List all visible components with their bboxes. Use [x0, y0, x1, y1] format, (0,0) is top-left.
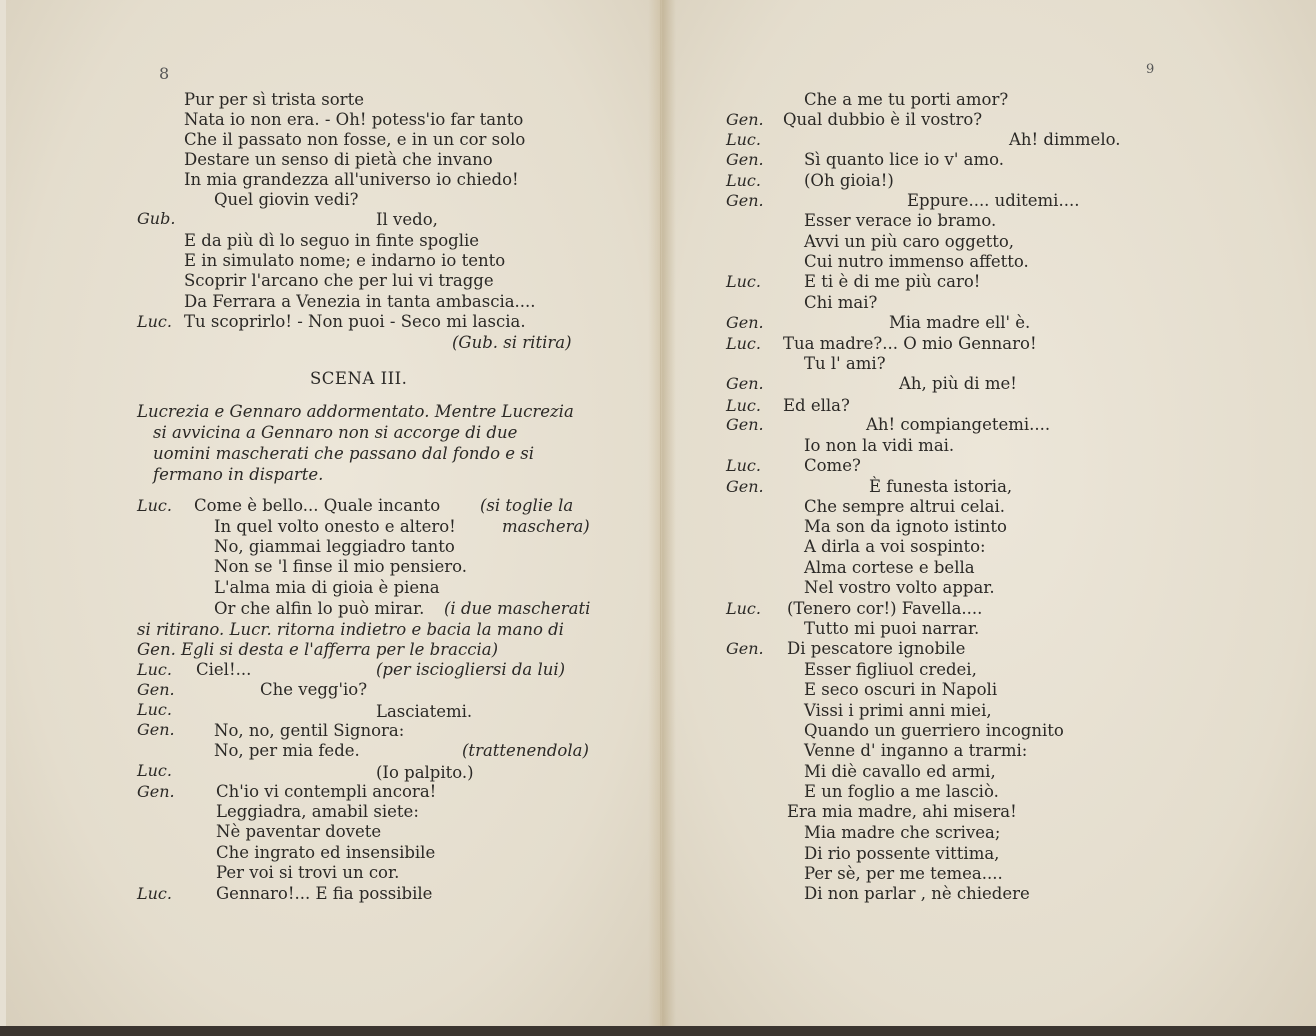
verse-line: Nè paventar dovete [216, 822, 382, 841]
verse-line: Ah, più di me! [899, 374, 1017, 393]
stage-direction: (trattenendola) [462, 741, 589, 760]
stage-direction: si ritirano. Lucr. ritorna indietro e bacia la mano di [137, 620, 564, 639]
verse-line: Destare un senso di pietà che invano [184, 150, 493, 169]
verse-line: Che il passato non fosse, e in un cor solo [184, 130, 526, 149]
page-number-left: 8 [159, 64, 170, 83]
verse-line: Da Ferrara a Venezia in tanta ambascia.... [184, 292, 536, 311]
verse-line: Per voi si trovi un cor. [216, 863, 400, 882]
speaker-label: Gen. [726, 191, 764, 210]
speaker-label: Luc. [726, 130, 761, 149]
verse-line: Che sempre altrui celai. [804, 497, 1006, 516]
verse-line: Io non la vidi mai. [804, 436, 955, 455]
verse-line: Esser verace io bramo. [804, 211, 997, 230]
verse-line: Tu scoprirlo! - Non puoi - Seco mi lascia. [184, 312, 526, 331]
scene-title: SCENA III. [310, 369, 408, 388]
stage-direction: (si toglie la [480, 496, 574, 515]
verse-line: No, per mia fede. [214, 741, 360, 760]
speaker-label: Luc. [726, 456, 761, 475]
speaker-label: Gen. [137, 680, 175, 699]
left-page [6, 0, 661, 1030]
speaker-label: Gen. [726, 415, 764, 434]
stage-direction: Gen. Egli si desta e l'afferra per le braccia) [137, 640, 499, 659]
verse-line: Chi mai? [804, 293, 878, 312]
speaker-label: Luc. [137, 700, 172, 719]
speaker-label: Luc. [726, 171, 761, 190]
stage-direction: (Gub. si ritira) [452, 333, 572, 352]
verse-line: È funesta istoria, [869, 477, 1013, 496]
verse-line: Tu l' ami? [804, 354, 886, 373]
speaker-label: Gub. [137, 209, 176, 228]
verse-line: No, no, gentil Signora: [214, 721, 405, 740]
verse-line: Vissi i primi anni miei, [804, 701, 992, 720]
verse-line: Che ingrato ed insensibile [216, 843, 436, 862]
speaker-label: Luc. [137, 660, 172, 679]
verse-line: Qual dubbio è il vostro? [783, 110, 983, 129]
verse-line: No, giammai leggiadro tanto [214, 537, 455, 556]
verse-line: Era mia madre, ahi misera! [787, 802, 1017, 821]
stage-direction: Lucrezia e Gennaro addormentato. Mentre Lucrezia [137, 402, 574, 421]
verse-line: (Oh gioia!) [804, 171, 894, 190]
verse-line: Ch'io vi contempli ancora! [216, 782, 437, 801]
verse-line: Ed ella? [783, 396, 850, 415]
verse-line: Scoprir l'arcano che per lui vi tragge [184, 271, 494, 290]
verse-line: In mia grandezza all'universo io chiedo! [184, 170, 519, 189]
speaker-label: Gen. [726, 110, 764, 129]
verse-line: Che a me tu porti amor? [804, 90, 1009, 109]
verse-line: Come è bello... Quale incanto [194, 496, 441, 515]
page-bottom-edge [0, 1026, 1316, 1036]
verse-line: Come? [804, 456, 861, 475]
stage-direction: (i due mascherati [444, 599, 591, 618]
verse-line: Mi diè cavallo ed armi, [804, 762, 996, 781]
verse-line: Ma son da ignoto istinto [804, 517, 1007, 536]
speaker-label: Luc. [726, 599, 761, 618]
verse-line: E in simulato nome; e indarno io tento [184, 251, 506, 270]
verse-line: Ah! dimmelo. [1009, 130, 1121, 149]
verse-line: Mia madre che scrivea; [804, 823, 1001, 842]
stage-direction: si avvicina a Gennaro non si accorge di due [153, 423, 518, 442]
speaker-label: Luc. [137, 496, 172, 515]
verse-line: E seco oscuri in Napoli [804, 680, 998, 699]
speaker-label: Luc. [726, 396, 761, 415]
verse-line: (Io palpito.) [376, 763, 474, 782]
verse-line: Alma cortese e bella [804, 558, 975, 577]
verse-line: Ciel!... [196, 660, 252, 679]
stage-direction: uomini mascherati che passano dal fondo e si [153, 444, 535, 463]
verse-line: Avvi un più caro oggetto, [804, 232, 1015, 251]
verse-line: Or che alfin lo può mirar. [214, 599, 425, 618]
verse-line: Ah! compiangetemi.... [866, 415, 1051, 434]
speaker-label: Gen. [137, 782, 175, 801]
stage-direction: fermano in disparte. [153, 465, 324, 484]
verse-line: Nel vostro volto appar. [804, 578, 995, 597]
speaker-label: Gen. [726, 477, 764, 496]
verse-line: Di rio possente vittima, [804, 844, 1000, 863]
verse-line: Tua madre?... O mio Gennaro! [783, 334, 1037, 353]
verse-line: Leggiadra, amabil siete: [216, 802, 419, 821]
right-page [661, 0, 1316, 1030]
verse-line: Quando un guerriero incognito [804, 721, 1064, 740]
speaker-label: Luc. [137, 884, 172, 903]
verse-line: Lasciatemi. [376, 702, 473, 721]
verse-line: Per sè, per me temea.... [804, 864, 1003, 883]
verse-line: Esser figliuol credei, [804, 660, 977, 679]
verse-line: E da più dì lo seguo in finte spoglie [184, 231, 480, 250]
stage-direction: maschera) [502, 517, 590, 536]
speaker-label: Luc. [726, 272, 761, 291]
verse-line: L'alma mia di gioia è piena [214, 578, 440, 597]
verse-line: Nata io non era. - Oh! potess'io far tanto [184, 110, 524, 129]
verse-line: A dirla a voi sospinto: [804, 537, 986, 556]
page-number-right: 9 [1146, 62, 1155, 77]
verse-line: Pur per sì trista sorte [184, 90, 364, 109]
verse-line: Il vedo, [376, 210, 438, 229]
speaker-label: Gen. [726, 639, 764, 658]
verse-line: Tutto mi puoi narrar. [804, 619, 980, 638]
verse-line: Di non parlar , nè chiedere [804, 884, 1030, 903]
verse-line: Non se 'l finse il mio pensiero. [214, 557, 468, 576]
verse-line: Mia madre ell' è. [889, 313, 1031, 332]
verse-line: Che vegg'io? [260, 680, 368, 699]
speaker-label: Luc. [137, 312, 172, 331]
speaker-label: Luc. [726, 334, 761, 353]
speaker-label: Luc. [137, 761, 172, 780]
speaker-label: Gen. [726, 150, 764, 169]
verse-line: Gennaro!... E fia possibile [216, 884, 433, 903]
verse-line: Eppure.... uditemi.... [907, 191, 1080, 210]
verse-line: E ti è di me più caro! [804, 272, 981, 291]
verse-line: E un foglio a me lasciò. [804, 782, 999, 801]
verse-line: Venne d' inganno a trarmi: [804, 741, 1028, 760]
verse-line: In quel volto onesto e altero! [214, 517, 456, 536]
verse-line: (Tenero cor!) Favella.... [787, 599, 983, 618]
speaker-label: Gen. [726, 313, 764, 332]
verse-line: Di pescatore ignobile [787, 639, 966, 658]
verse-line: Sì quanto lice io v' amo. [804, 150, 1005, 169]
speaker-label: Gen. [726, 374, 764, 393]
verse-line: Cui nutro immenso affetto. [804, 252, 1029, 271]
stage-direction: (per isciogliersi da lui) [376, 660, 566, 679]
verse-line: Quel giovin vedi? [214, 190, 359, 209]
speaker-label: Gen. [137, 720, 175, 739]
